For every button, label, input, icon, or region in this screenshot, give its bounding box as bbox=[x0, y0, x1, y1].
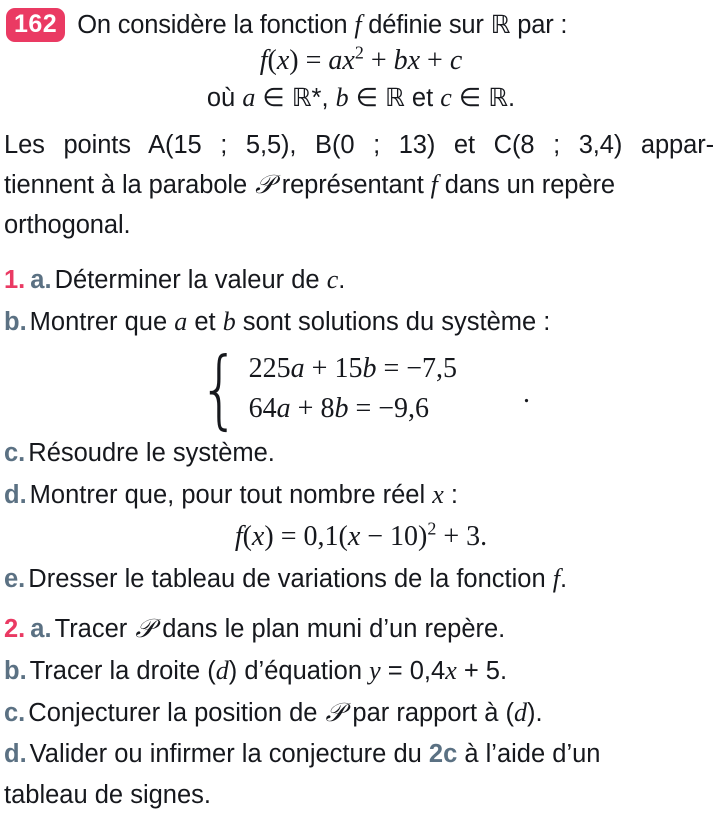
eq-paren-open: ( bbox=[267, 45, 277, 76]
cond-star: * bbox=[311, 84, 322, 112]
eq-coef-c: c bbox=[449, 45, 463, 76]
eq-equals: = bbox=[298, 45, 329, 76]
canon-f: f bbox=[234, 521, 243, 552]
canon-paren-close: ) bbox=[264, 521, 274, 552]
function-symbol-f: f bbox=[354, 10, 362, 39]
sys1-equals: = bbox=[376, 353, 407, 384]
question-1b-text-before: Montrer que bbox=[29, 308, 175, 336]
canon-three: 3. bbox=[466, 521, 488, 552]
spacer bbox=[0, 600, 722, 609]
canonical-form-equation bbox=[0, 516, 722, 558]
sys1-coef-2: 15 bbox=[334, 353, 363, 384]
cond-ou: où bbox=[206, 84, 243, 112]
statement-line-2-b: représentant bbox=[274, 171, 431, 199]
question-2b-letter: b. bbox=[4, 657, 27, 685]
function-definition-equation bbox=[0, 42, 722, 80]
question-2a-text-after: dans le plan muni d’un repère. bbox=[155, 615, 506, 643]
question-1e-text-after: . bbox=[559, 565, 568, 593]
statement-line-2-a: tiennent à la parabole bbox=[4, 171, 255, 199]
question-2b-eq: = 0,4 bbox=[380, 657, 446, 685]
intro-text-before-f: On considère la fonction bbox=[77, 11, 355, 39]
spacer bbox=[0, 116, 722, 125]
question-1c-letter: c. bbox=[4, 439, 26, 467]
statement-line-1-text: Les points A(15 ; 5,5), B(0 ; 13) et C(8 ; 3,4) appar- bbox=[4, 131, 714, 159]
eq-x: x bbox=[276, 45, 290, 76]
cond-in-3: ∈ bbox=[451, 84, 489, 112]
canon-coef: 0,1( bbox=[303, 521, 348, 552]
sys1-var-a: a bbox=[290, 353, 305, 384]
cond-period: . bbox=[508, 84, 516, 112]
sys2-var-a: a bbox=[276, 393, 291, 424]
question-2b bbox=[0, 650, 722, 692]
canon-equals: = bbox=[273, 521, 304, 552]
canon-minus: − bbox=[360, 521, 391, 552]
question-1d-text-before: Montrer que, pour tout nombre réel bbox=[29, 481, 433, 509]
eq-coef-b: b bbox=[393, 45, 408, 76]
question-1d-text-after: : bbox=[443, 481, 458, 509]
question-1b-text-after: sont solutions du système : bbox=[235, 308, 551, 336]
system-equations bbox=[243, 349, 457, 429]
question-1e bbox=[0, 558, 722, 600]
question-2c-letter: c. bbox=[4, 699, 26, 727]
sys1-rhs: −7,5 bbox=[406, 353, 458, 384]
statement-function-f: f bbox=[430, 170, 438, 199]
question-1e-text-before: Dresser le tableau de variations de la fonction bbox=[28, 565, 553, 593]
eq-var-x: x bbox=[342, 45, 355, 76]
question-2b-line-d: d bbox=[215, 656, 229, 685]
question-2d-text-before: Valider ou infirmer la conjecture du bbox=[29, 740, 429, 768]
statement-line-1 bbox=[4, 125, 714, 165]
eq-exponent-2: 2 bbox=[354, 42, 364, 63]
question-2b-text-before: Tracer la droite ( bbox=[29, 657, 216, 685]
question-1e-var-f: f bbox=[552, 564, 560, 593]
eq-plus-2: + bbox=[420, 45, 450, 76]
question-1d-letter: d. bbox=[4, 481, 27, 509]
canon-x: x bbox=[251, 521, 265, 552]
cond-var-c: c bbox=[440, 83, 452, 112]
question-2b-text-after: + 5. bbox=[456, 657, 508, 685]
question-2c-mid: par rapport à ( bbox=[345, 699, 514, 727]
eq-var-x2: x bbox=[407, 45, 421, 76]
question-2c-line-d: d bbox=[513, 698, 527, 727]
eq-plus-1: + bbox=[363, 45, 394, 76]
question-1a bbox=[0, 259, 722, 301]
intro-text-tail: par : bbox=[510, 11, 568, 39]
cond-R-3: ℝ bbox=[488, 83, 509, 112]
sys2-coef-1: 64 bbox=[248, 393, 277, 424]
question-1c-text: Résoudre le système. bbox=[28, 439, 275, 467]
exercise-header bbox=[0, 0, 722, 42]
question-1b-letter: b. bbox=[4, 308, 27, 336]
sys2-coef-2: 8 bbox=[320, 393, 335, 424]
intro-text-after-f: définie sur bbox=[361, 11, 491, 39]
real-numbers-symbol: ℝ bbox=[490, 10, 511, 39]
question-2a-parabola-symbol: 𝒫 bbox=[135, 614, 155, 644]
question-2d-letter: d. bbox=[4, 740, 27, 768]
sys2-equals: = bbox=[348, 393, 379, 424]
exercise-intro-line bbox=[77, 8, 567, 42]
canon-ten: 10) bbox=[390, 521, 428, 552]
sys2-plus: + bbox=[290, 393, 321, 424]
canon-exponent: 2 bbox=[427, 518, 437, 539]
question-2c-text-after: ). bbox=[526, 699, 543, 727]
statement-line-2 bbox=[4, 165, 714, 205]
question-1c bbox=[0, 433, 722, 474]
eq-paren-close: ) bbox=[289, 45, 299, 76]
cond-comma: , bbox=[321, 84, 336, 112]
question-1b-mid: et bbox=[187, 308, 223, 336]
question-2b-mid: ) d’équation bbox=[228, 657, 370, 685]
question-2d-text-after: à l’aide d’un bbox=[457, 740, 601, 768]
eq-coef-a: a bbox=[328, 45, 343, 76]
cond-var-a: a bbox=[242, 83, 256, 112]
spacer bbox=[0, 245, 722, 259]
question-1d bbox=[0, 474, 722, 516]
question-2b-var-y: y bbox=[369, 656, 381, 685]
system-trailing-period: . bbox=[523, 378, 531, 409]
cond-R-1: ℝ bbox=[291, 83, 312, 112]
question-2a-text-before: Tracer bbox=[54, 615, 135, 643]
part-1-number: 1. bbox=[4, 266, 26, 294]
question-1b-var-a: a bbox=[174, 307, 188, 336]
sys2-var-b: b bbox=[334, 393, 349, 424]
cond-in-2: ∈ bbox=[348, 84, 386, 112]
cond-var-b: b bbox=[335, 83, 349, 112]
statement-line-3: orthogonal. bbox=[4, 211, 131, 239]
canon-var-x: x bbox=[347, 521, 361, 552]
question-1a-text: Déterminer la valeur de bbox=[54, 266, 327, 294]
sys1-coef-1: 225 bbox=[248, 353, 291, 384]
statement-line-2-c: dans un repère bbox=[437, 171, 615, 199]
cond-in-1: ∈ bbox=[255, 84, 292, 112]
question-2a-letter: a. bbox=[30, 615, 52, 643]
question-1e-letter: e. bbox=[4, 565, 26, 593]
cond-R-2: ℝ bbox=[385, 83, 405, 112]
coefficient-conditions-line bbox=[0, 80, 722, 116]
question-2b-var-x: x bbox=[445, 656, 457, 685]
question-2d bbox=[0, 734, 722, 775]
canon-plus: + bbox=[436, 521, 467, 552]
question-1a-var-c: c bbox=[326, 265, 339, 294]
linear-system-block bbox=[0, 339, 722, 439]
cond-et: et bbox=[404, 84, 441, 112]
question-2d-reference: 2c bbox=[428, 740, 458, 768]
question-2c bbox=[0, 692, 722, 734]
question-1a-period: . bbox=[338, 266, 346, 294]
question-1b-var-b: b bbox=[222, 307, 236, 336]
exercise-number-badge: 162 bbox=[6, 8, 65, 42]
part-2-number: 2. bbox=[4, 615, 26, 643]
system-brace-icon: { bbox=[198, 339, 240, 439]
eq-f: f bbox=[259, 45, 268, 76]
canon-paren-open: ( bbox=[242, 521, 252, 552]
question-2a bbox=[0, 609, 722, 650]
statement-paragraph bbox=[0, 125, 716, 245]
system-equation-2 bbox=[249, 389, 457, 429]
question-1b bbox=[0, 301, 722, 343]
sys1-var-b: b bbox=[362, 353, 377, 384]
sys1-plus: + bbox=[304, 353, 335, 384]
question-2d-continuation: tableau de signes. bbox=[4, 781, 211, 809]
parabola-symbol: 𝒫 bbox=[255, 170, 274, 200]
system-equation-1 bbox=[249, 349, 457, 389]
sys2-rhs: −9,6 bbox=[378, 393, 430, 424]
question-2c-parabola-symbol: 𝒫 bbox=[325, 698, 345, 728]
question-2c-text-before: Conjecturer la position de bbox=[28, 699, 325, 727]
question-1a-letter: a. bbox=[30, 266, 52, 294]
linear-system bbox=[192, 339, 531, 439]
question-1d-var-x: x bbox=[432, 480, 444, 509]
